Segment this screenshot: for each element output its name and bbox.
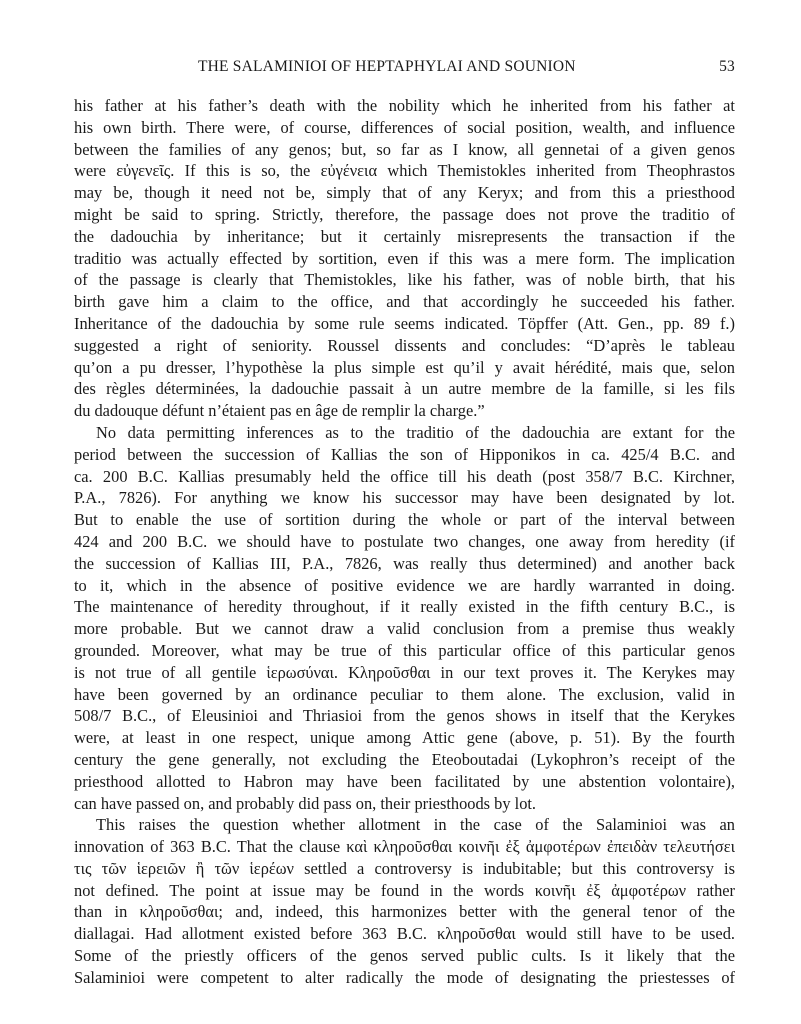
text-line: Salaminioi were competent to alter radically the mode of designating the priestesses of [74, 967, 735, 987]
paragraph-end-line: can have passed on, and probably did pass on, their priesthoods by lot. [74, 793, 537, 813]
text-line: ca. 200 B.C. Kallias presumably held the office till his death (post 358/7 B.C. Kirchner, [74, 466, 735, 486]
text-line: τις τῶν ἱερειῶν ἢ τῶν ἱερέων settled a controversy is indubitable; but this controversy is [74, 858, 735, 878]
text-line: qu’on a pu dresser, l’hypothèse la plus simple est qu’il y avait hérédité, mais que, selon [74, 357, 735, 377]
text-line: his father at his father’s death with the nobility which he inherited from his father at [74, 96, 735, 115]
text-line: des règles déterminées, la dadouchie passait à un autre membre de la famille, si les fils [74, 379, 735, 399]
text-line: of the passage is clearly that Themistokles, like his father, was of noble birth, that his [74, 270, 735, 290]
text-line: may be, though it need not be, simply that of any Keryx; and from this a priesthood [74, 183, 735, 203]
text-line: grounded. Moreover, what may be true of this particular office of this particular genos [74, 640, 735, 660]
text-line: to it, which in the absence of positive evidence we are hardly warranted in doing. [74, 575, 735, 595]
text-line: have been governed by an ordinance peculiar to them alone. The exclusion, valid in [74, 684, 735, 704]
text-line: period between the succession of Kallias the son of Hipponikos in ca. 425/4 B.C. and [74, 444, 735, 464]
text-line: were, at least in one respect, unique among Attic gene (above, p. 51). By the fourth [74, 728, 735, 748]
text-line: innovation of 363 B.C. That the clause καὶ κληροῦσθαι κοινῆι ἐξ ἀμφοτέρων ἐπειδὰν τελευτήσει [74, 837, 735, 857]
text-line: Inheritance of the dadouchia by some rule seems indicated. Töpffer (Att. Gen., pp. 89 f.) [74, 313, 735, 333]
text-line: 424 and 200 B.C. we should have to postulate two changes, one away from heredity (if [74, 531, 735, 551]
page-number: 53 [719, 58, 735, 75]
running-header [74, 58, 735, 80]
text-line: 508/7 B.C., of Eleusinioi and Thriasioi from the genos shows in itself that the Kerykes [74, 706, 735, 726]
text-line: P.A., 7826). For anything we know his successor may have been designated by lot. [74, 488, 735, 508]
text-line: is not true of all gentile ἱερωσύναι. Κληροῦσθαι in our text proves it. The Kerykes may [74, 662, 735, 682]
text-line: more probable. But we cannot draw a valid conclusion from a premise thus weakly [74, 619, 735, 639]
text-line: the dadouchia by inheritance; but it certainly misrepresents the transaction if the [74, 226, 735, 246]
text-line: The maintenance of heredity throughout, if it really existed in the fifth century B.C., is [74, 597, 735, 617]
text-line: the succession of Kallias III, P.A., 7826, was really thus determined) and another back [74, 553, 735, 573]
text-line: Some of the priestly officers of the genos served public cults. Is it likely that the [74, 946, 735, 966]
text-line: not defined. The point at issue may be found in the words κοινῆι ἐξ ἀμφοτέρων rather [74, 880, 735, 900]
text-line: priesthood allotted to Habron may have been facilitated by une abstention volontaire), [74, 771, 735, 791]
paragraph-end-line: du dadouque défunt n’étaient pas en âge de remplir la charge.” [74, 401, 485, 421]
body-text [74, 95, 735, 989]
text-line: between the families of any genos; but, so far as I know, all gennetai of a given genos [74, 139, 735, 159]
text-line: were εὐγενεῖς. If this is so, the εὐγένεια which Themistokles inherited from Theophrastos [74, 161, 735, 181]
running-title: THE SALAMINIOI OF HEPTAPHYLAI AND SOUNION [198, 58, 576, 75]
text-line: diallagai. Had allotment existed before 363 B.C. κληροῦσθαι would still have to be used. [74, 924, 735, 944]
text-line: his own birth. There were, of course, differences of social position, wealth, and influence [74, 117, 735, 137]
text-line: But to enable the use of sortition during the whole or part of the interval between [74, 510, 735, 530]
text-line: might be said to spring. Strictly, therefore, the passage does not prove the traditio of [74, 204, 735, 224]
text-line: traditio was actually effected by sortition, even if this was a mere form. The implication [74, 248, 735, 268]
text-line: century the gene generally, not excluding the Eteoboutadai (Lykophron’s receipt of the [74, 749, 735, 769]
text-line: than in κληροῦσθαι; and, indeed, this harmonizes better with the general tenor of the [74, 902, 735, 922]
text-line: suggested a right of seniority. Roussel dissents and concludes: “D’après le tableau [74, 335, 735, 355]
text-line: birth gave him a claim to the office, and that accordingly he succeeded his father. [74, 292, 735, 312]
paragraph-start-line: This raises the question whether allotment in the case of the Salaminioi was an [96, 815, 735, 835]
paragraph-start-line: No data permitting inferences as to the traditio of the dadouchia are extant for the [96, 422, 735, 442]
